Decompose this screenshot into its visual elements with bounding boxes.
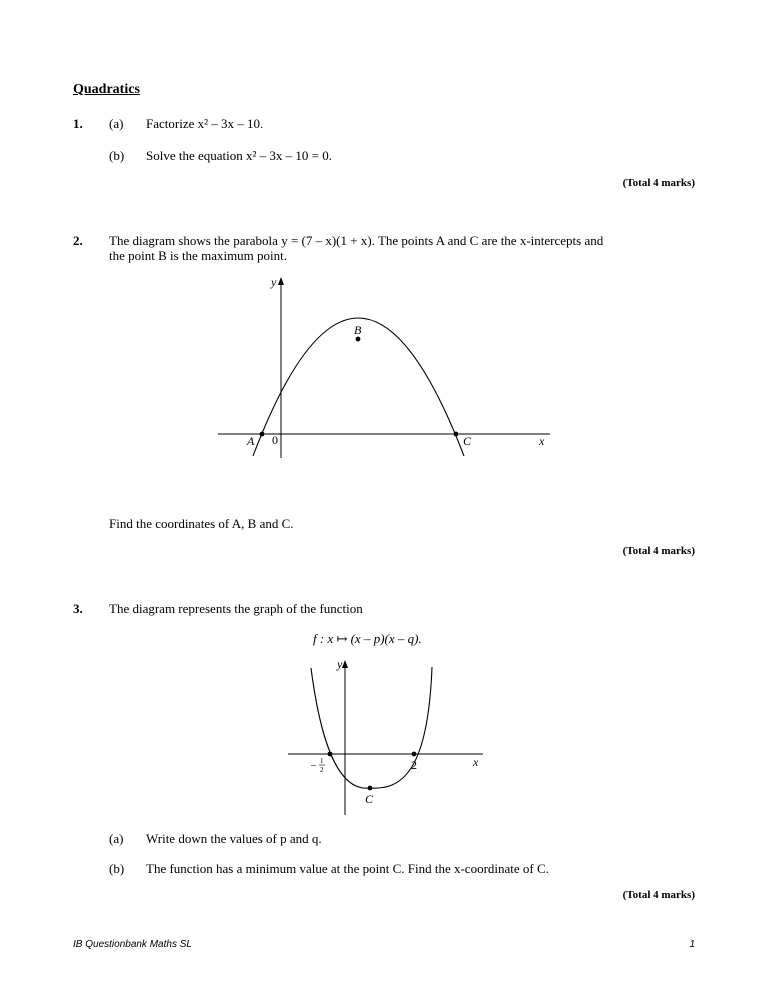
point-c-label: C bbox=[365, 792, 374, 806]
x-axis-label: x bbox=[539, 434, 545, 448]
q3a-label: (a) bbox=[109, 831, 124, 846]
two-label: 2 bbox=[411, 758, 417, 772]
footer-left: IB Questionbank Maths SL bbox=[73, 939, 192, 950]
q1b-label: (b) bbox=[109, 148, 125, 163]
parabola-graph-q2 bbox=[210, 270, 560, 470]
y-axis-label: y bbox=[337, 657, 343, 671]
point-neg-half bbox=[328, 752, 333, 757]
q3a-text: Write down the values of p and q. bbox=[146, 831, 322, 846]
page-number: 1 bbox=[689, 939, 695, 950]
half-denominator: 2 bbox=[320, 766, 324, 774]
q2-marks: (Total 4 marks) bbox=[622, 545, 695, 557]
point-c bbox=[454, 432, 459, 437]
q1b-text: Solve the equation x² – 3x – 10 = 0. bbox=[146, 148, 332, 163]
page-title: Quadratics bbox=[73, 82, 140, 97]
q2-number: 2. bbox=[73, 233, 83, 248]
point-c bbox=[368, 786, 373, 791]
x-axis-label: x bbox=[473, 755, 479, 769]
half-numerator: 1 bbox=[320, 757, 324, 765]
q1a-label: (a) bbox=[109, 116, 124, 131]
y-axis-label: y bbox=[271, 275, 277, 289]
parabola-graph-q3 bbox=[280, 655, 500, 815]
q2-text-line2: the point B is the maximum point. bbox=[109, 248, 288, 263]
point-two bbox=[412, 752, 417, 757]
point-a-label: A bbox=[247, 434, 255, 448]
q1a-text: Factorize x² – 3x – 10. bbox=[146, 116, 264, 131]
origin-label: 0 bbox=[272, 433, 278, 447]
q3-intro: The diagram represents the graph of the function bbox=[109, 601, 363, 616]
q1-marks: (Total 4 marks) bbox=[622, 177, 695, 189]
point-a bbox=[260, 432, 265, 437]
q3-marks: (Total 4 marks) bbox=[622, 889, 695, 901]
point-c-label: C bbox=[463, 434, 472, 448]
point-b bbox=[356, 337, 361, 342]
q2-question: Find the coordinates of A, B and C. bbox=[109, 516, 294, 531]
q3b-label: (b) bbox=[109, 861, 125, 876]
q2-text-line1: The diagram shows the parabola y = (7 – x)(1 + x). The points A and C are the x-intercepts and bbox=[109, 233, 604, 248]
y-axis-arrow-icon bbox=[278, 277, 284, 285]
q3-number: 3. bbox=[73, 601, 83, 616]
q3b-text: The function has a minimum value at the point C. Find the x-coordinate of C. bbox=[146, 861, 549, 876]
q1-number: 1. bbox=[73, 116, 83, 131]
y-axis-arrow-icon bbox=[342, 660, 348, 668]
neg-half-sign: – bbox=[311, 760, 316, 771]
q3-function: f : x ↦ (x – p)(x – q). bbox=[313, 631, 422, 646]
point-b-label: B bbox=[354, 323, 362, 337]
